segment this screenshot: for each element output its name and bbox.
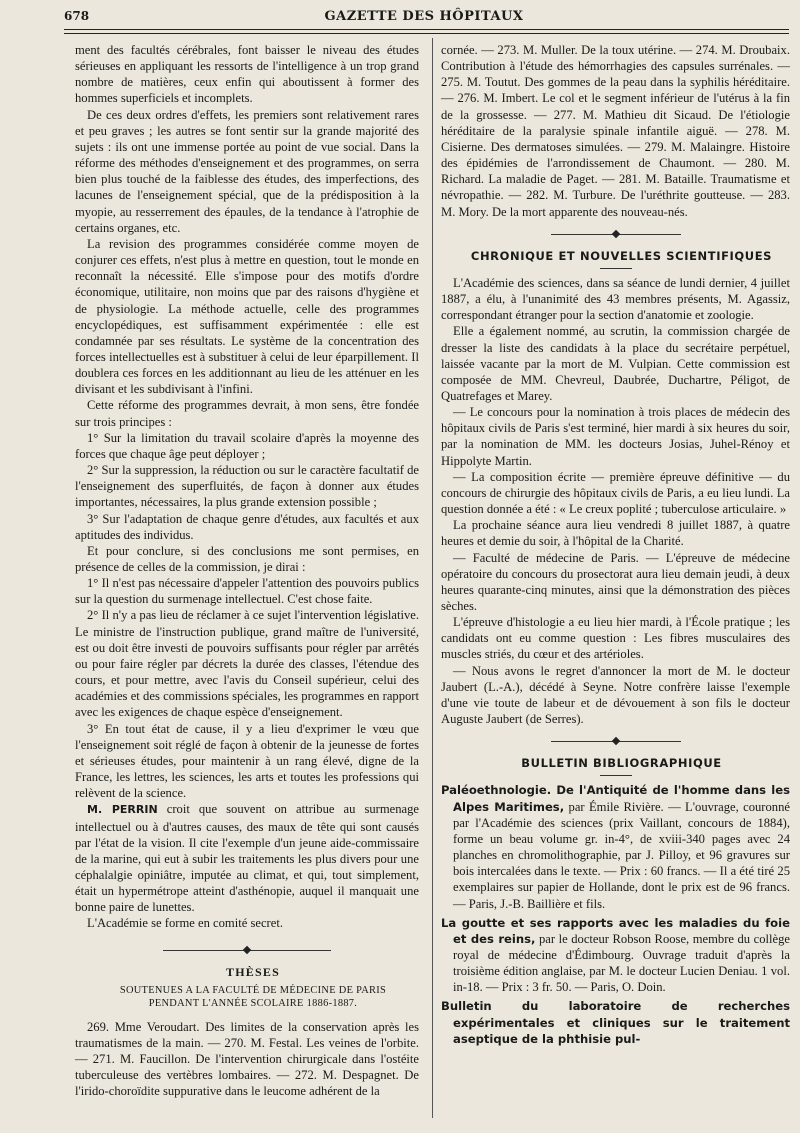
section-ornament <box>551 737 681 747</box>
paragraph <box>75 801 419 915</box>
column-divider <box>432 38 433 1118</box>
paragraph: — Le concours pour la nomination à trois places de médecin des hôpitaux civils de Paris s'est terminé, hier mardi à six heures du soir, par la nomination de MM. les docteurs Josias, Juhel-Rénoy et Hippolyte Martin. <box>441 405 790 468</box>
header-rule-thin <box>64 33 789 34</box>
speaker-text: croit que souvent on attribue au surmenage intellectuel ou à d'autres causes, des maux de tête qui sont causés par l'état de la vision. Il cite l'exemple d'un jeune aide-commissaire de la marine, qui eut à subir les traitements les plus divers pour une céphalalgie opiniâtre, imputée au climat, et qui, tout simplement, était un hypermétrope atteint d'asthénopie, auquel il manquait une bonne paire de lunettes. <box>75 802 419 915</box>
paragraph: — Faculté de médecine de Paris. — L'épreuve de médecine opératoire du concours du prosectorat aura lieu demain jeudi, à deux heures quarante-cinq minutes, ainsi que la démonstration des pièces sèches. <box>441 550 790 613</box>
entry-title: La goutte et ses rapports avec les maladies du foie et des reins, <box>441 915 790 946</box>
paragraph: L'Académie se forme en comité secret. <box>87 916 283 931</box>
journal-title: GAZETTE DES HÔPITAUX <box>324 9 524 24</box>
entry-text: par le docteur Robson Roose, membre du collège royal de médecine d'Édimbourg. Ouvrage traduit d'après la troisième édition anglaise, par M. le docteur Lucien Deniau. 1 vol. in-18. — Prix : 3 fr. 50. — Paris, O. Doin. <box>453 931 791 995</box>
theses-subtitle-2: PENDANT L'ANNÉE SCOLAIRE 1886-1887. <box>148 998 358 1010</box>
theses-subtitle: SOUTENUES A LA FACULTÉ DE MÉDECINE DE PARIS <box>119 984 387 996</box>
bibliography-entry <box>441 782 790 911</box>
title-rule <box>600 268 632 269</box>
entry-text: par Émile Rivière. — L'ouvrage, couronné par l'Académie des sciences (prix Vaillant, concours de 1884), forme un beau volume gr. in-4°, de xviii-340 pages avec 24 planches en chromolithographie, par J. Pilloy, et 96 gravures sur bois intercalées dans le texte. — Prix : 60 francs. — Il a été tiré 25 exemplaires sur papier de Hollande, dont le prix est de 96 francs. — Paris, J.-B. Baillière et fils. <box>453 799 790 911</box>
paragraph: La revision des programmes considérée comme moyen de conjurer ces effets, n'est plus à mettre en question, tout le monde en reconnaît la nécessité. Elle s'impose pour des motifs d'ordre économique, utilitaire, non moins que par des raisons d'hygiène et de physiologie. La méthode actuelle, celle des programmes encyclopédiques, est suffisamment expérimentée : elle est condamnée par ses résultats. Le système de la concentration des forces intellectuelles est à substituer à celui de leur éparpillement. Il doublera ces forces en les additionnant au lieu de les atténuer en les divisant et les subdivisant à l'infini. <box>75 236 419 397</box>
list-item: 1° Il n'est pas nécessaire d'appeler l'attention des pouvoirs publics sur la question du surmenage intellectuel. C'est chose faite. <box>75 576 419 607</box>
bibliography-list <box>441 782 790 1047</box>
bibliography-entry <box>441 998 790 1046</box>
section-title-theses: THÈSES <box>226 964 280 979</box>
section-title-bulletin: BULLETIN BIBLIOGRAPHIQUE <box>521 756 722 771</box>
list-item: 2° Sur la suppression, la réduction ou sur le caractère facultatif de l'enseignement des superfluités, de façon à donner aux études importantes, nécessaires, la plus grande extension possible ; <box>75 463 419 510</box>
section-ornament <box>551 230 681 240</box>
list-item: 3° En tout état de cause, il y a lieu d'exprimer le vœu que l'enseignement soit réglé de façon à obtenir de la jeunesse de fortes et sérieuses études, pour maintenir à un rang élevé, digne de la France, les lettres, les sciences, les arts et toutes les professions qui relèvent de la science. <box>75 721 419 801</box>
header-rule <box>64 29 789 30</box>
paragraph: Et pour conclure, si des conclusions me sont permises, en présence de celles de la commission, je dirai : <box>75 543 419 574</box>
right-column <box>441 42 790 1047</box>
list-item: 1° Sur la limitation du travail scolaire d'après la moyenne des forces que chaque âge peut déployer ; <box>75 430 419 461</box>
list-item: 3° Sur l'adaptation de chaque genre d'études, aux facultés et aux aptitudes des individus. <box>75 511 419 542</box>
page-number: 678 <box>64 9 90 23</box>
list-item: 2° Il n'y a pas lieu de réclamer à ce sujet l'intervention législative. Le ministre de l'instruction publique, grand maître de l'université, est ou doit être investi de pouvoirs suffisants pour régler par arrêtés ou pour faire régler par décrets la durée des classes, l'étendue des cours, et pour mettre, avec l'avis du Conseil supérieur, celui des académies et des commissions spéciales, les programmes en rapport avec les exigences de chaque espèce d'enseignement. <box>75 608 419 720</box>
paragraph: L'épreuve d'histologie a eu lieu hier mardi, à l'École pratique ; les candidats ont eu comme question : Les fibres musculaires des muscles striés, du cœur et des artérioles. <box>441 615 790 662</box>
paragraph: Elle a également nommé, au scrutin, la commission chargée de dresser la liste des candidats à la place du secrétaire perpétuel, laissée vacante par la mort de M. Vulpian. Cette commission est composée de MM. Chevreul, Daubrée, Duchartre, Péligot, de Quatrefages et Marey. <box>441 324 790 403</box>
bibliography-entry <box>441 915 790 996</box>
paragraph: — La composition écrite — première épreuve définitive — du concours de chirurgie des hôpitaux civils de Paris, a eu lieu lundi. La question donnée a été : « Le creux poplité ; tuberculose articulaire. » <box>441 469 790 517</box>
theses-list-continued: cornée. — 273. M. Muller. De la toux utérine. — 274. M. Droubaix. Contribution à l'étude des hémorrhagies des capsules surrénales. — 275. M. Toutut. Des gommes de la peau dans la syphilis héréditaire. — 276. M. Imbert. Le col et le segment inférieur de l'utérus à la fin de la grossesse. — 277. M. Mathieu dit Sicaud. De l'étiologie héréditaire de la paralysie spinale infantile aiguë. — 278. M. Cisierne. Des dermatoses simulées. — 279. M. Malaingre. Histoire des épidémies de l'arrondissement de Chaumont. — 280. M. Richard. La maladie de Paget. — 281. M. Bataille. Traumatisme et névropathie. — 282. M. Turbure. De l'uréthrite goutteuse. — 283. M. Mory. De la mort apparente des nouveau-nés. <box>441 43 790 219</box>
section-title-chronique: CHRONIQUE ET NOUVELLES SCIENTIFIQUES <box>470 248 773 263</box>
paragraph: De ces deux ordres d'effets, les premiers sont relativement rares et peu graves ; les autres se font sentir sur la grande majorité des sujets : ils ont une immense portée au point de vue social. Dans la réforme des méthodes d'enseignement et des programmes, on serra bien plus touché de la faiblesse des études, des imperfections, des lacunes de l'enseignement spécial, que de la prédisposition à la myopie, au resserrement des épaules, de la tendance à l'atrophie de certains organes, etc. <box>75 107 419 235</box>
title-rule <box>600 775 632 776</box>
theses-list: 269. Mme Veroudart. Des limites de la conservation après les traumatismes de la main. — 270. M. Festal. Les veines de l'orbite. — 271. M. Faucillon. De l'intervention chirurgicale dans l'ostéite tuberculeuse des vertèbres lombaires. — 272. M. Despagnet. De l'irido-choroïdite suppurative dans le leucome adhérent de la <box>75 1019 419 1099</box>
page-header <box>64 6 784 30</box>
speaker-name: M. PERRIN <box>87 803 158 817</box>
entry-title: Paléoethnologie. De l'Antiquité de l'homme dans les Alpes Maritimes, <box>441 783 790 814</box>
paragraph: Cette réforme des programmes devrait, à mon sens, être fondée sur trois principes : <box>75 398 419 429</box>
paragraph: La prochaine séance aura lieu vendredi 8 juillet 1887, à quatre heures et demie du soir, à l'hôpital de la Charité. <box>441 518 790 549</box>
entry-title: Bulletin du laboratoire de recherches expérimentales et cliniques sur le traitement aseptique de la phthisie pul- <box>441 999 790 1046</box>
paragraph: ment des facultés cérébrales, font baisser le niveau des études sérieuses en appliquant les ressorts de l'intelligence à un trop grand nombre de matières, ceux enfin qui aboutissent à former des hommes superficiels et incomplets. <box>75 43 419 106</box>
paragraph: — Nous avons le regret d'annoncer la mort de M. le docteur Jaubert (L.-A.), décédé à Seyne. Notre confrère laisse l'exemple d'une vie toute de labeur et de dévouement à son fils le docteur Auguste Jaubert (de Serres). <box>441 663 790 727</box>
paragraph: L'Académie des sciences, dans sa séance de lundi dernier, 4 juillet 1887, a élu, à l'unanimité des 43 membres présents, M. Agassiz, correspondant étranger pour la section d'anatomie et zoologie. <box>441 275 790 323</box>
section-ornament <box>163 946 331 956</box>
left-column <box>75 42 419 1100</box>
